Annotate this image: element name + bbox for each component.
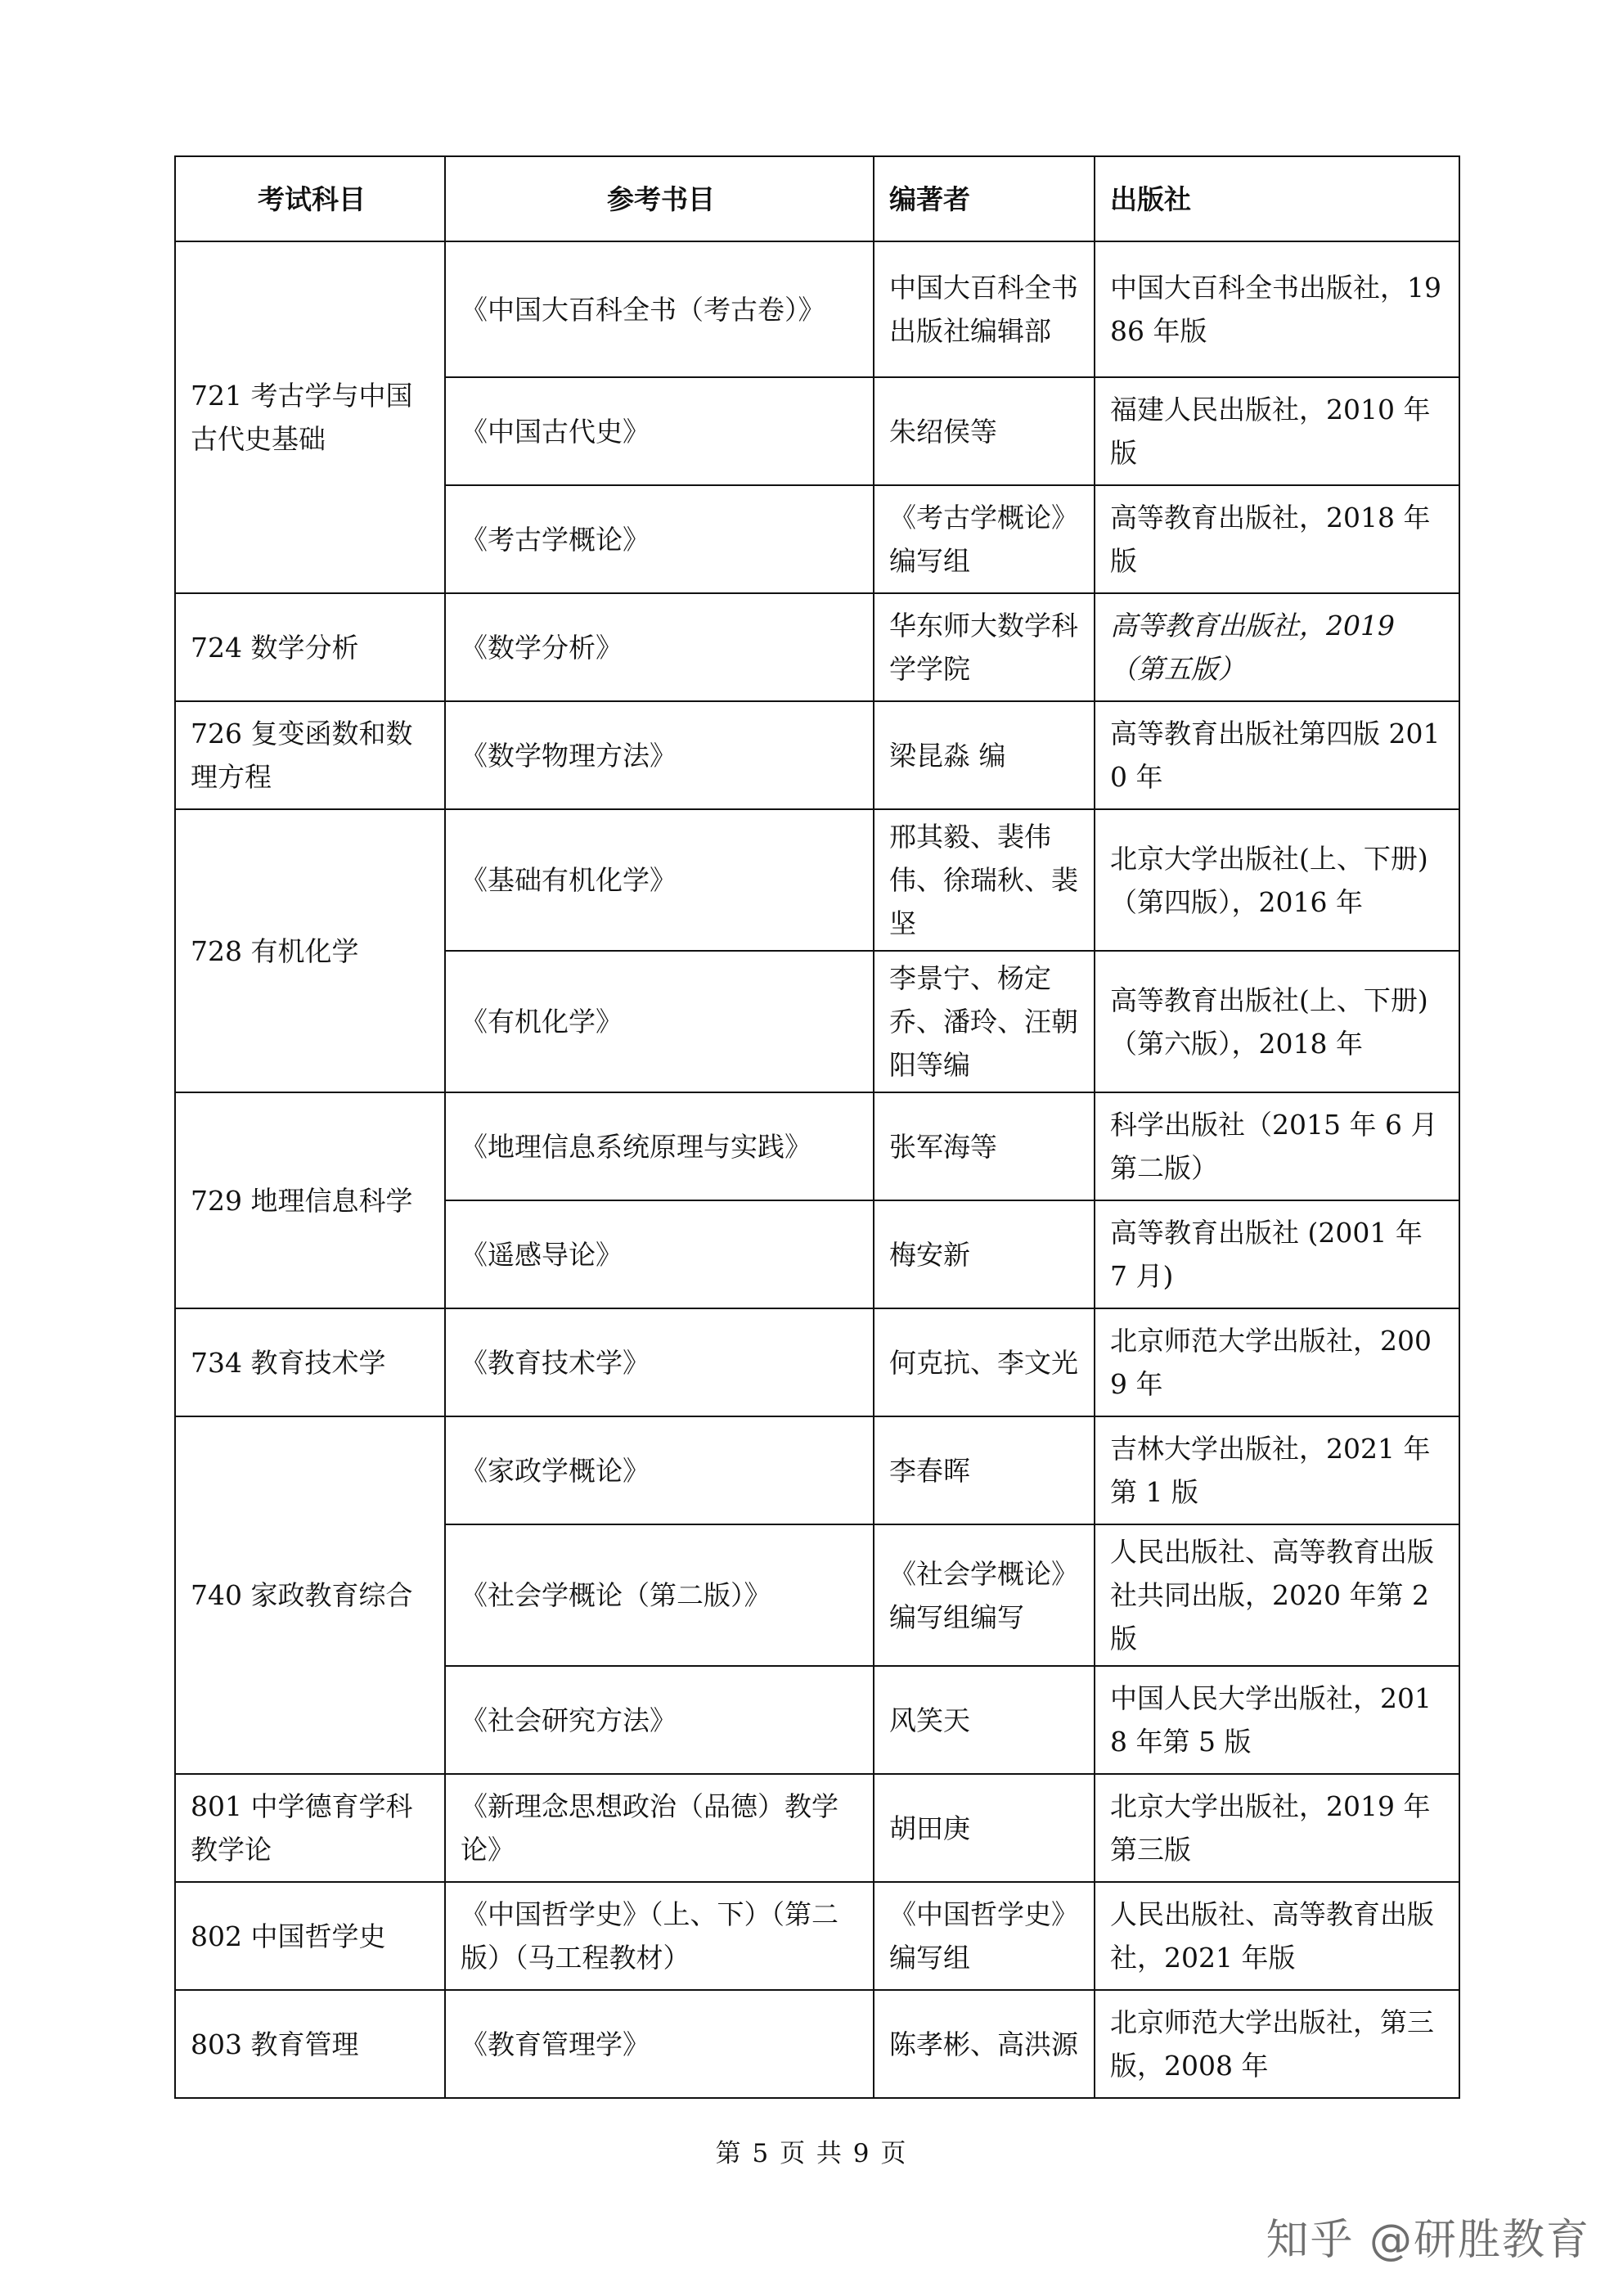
book-cell: 《教育管理学》 bbox=[445, 1990, 874, 2098]
subject-cell: 803 教育管理 bbox=[175, 1990, 445, 2098]
book-cell: 《基础有机化学》 bbox=[445, 809, 874, 951]
book-cell: 《考古学概论》 bbox=[445, 485, 874, 593]
publisher-cell: 人民出版社、高等教育出版社共同出版，2020 年第 2 版 bbox=[1095, 1524, 1459, 1666]
publisher-cell: 高等教育出版社，2018 年版 bbox=[1095, 485, 1459, 593]
author-cell: 张军海等 bbox=[874, 1092, 1095, 1200]
author-cell: 《中国哲学史》编写组 bbox=[874, 1882, 1095, 1990]
table-row bbox=[175, 1990, 1459, 2098]
header-subject: 考试科目 bbox=[175, 156, 445, 241]
book-cell: 《新理念思想政治（品德）教学论》 bbox=[445, 1774, 874, 1882]
publisher-cell: 高等教育出版社 (2001 年 7 月) bbox=[1095, 1200, 1459, 1308]
book-cell: 《有机化学》 bbox=[445, 951, 874, 1092]
author-cell: 《社会学概论》编写组编写 bbox=[874, 1524, 1095, 1666]
publisher-cell: 高等教育出版社(上、下册)（第六版），2018 年 bbox=[1095, 951, 1459, 1092]
subject-cell: 801 中学德育学科教学论 bbox=[175, 1774, 445, 1882]
author-cell: 风笑天 bbox=[874, 1666, 1095, 1774]
book-cell: 《社会研究方法》 bbox=[445, 1666, 874, 1774]
publisher-cell: 中国大百科全书出版社，1986 年版 bbox=[1095, 241, 1459, 377]
publisher-cell: 北京师范大学出版社，2009 年 bbox=[1095, 1308, 1459, 1416]
publisher-cell: 人民出版社、高等教育出版社，2021 年版 bbox=[1095, 1882, 1459, 1990]
table-row bbox=[175, 241, 1459, 377]
table-row bbox=[175, 1308, 1459, 1416]
book-cell: 《中国古代史》 bbox=[445, 377, 874, 485]
author-cell: 胡田庚 bbox=[874, 1774, 1095, 1882]
page-number: 第 5 页 共 9 页 bbox=[715, 2139, 908, 2168]
header-publisher: 出版社 bbox=[1095, 156, 1459, 241]
book-cell: 《家政学概论》 bbox=[445, 1416, 874, 1524]
header-book: 参考书目 bbox=[445, 156, 874, 241]
subject-cell: 721 考古学与中国古代史基础 bbox=[175, 241, 445, 593]
author-cell: 《考古学概论》编写组 bbox=[874, 485, 1095, 593]
author-cell: 梅安新 bbox=[874, 1200, 1095, 1308]
table-header-row bbox=[175, 156, 1459, 241]
book-cell: 《中国大百科全书（考古卷）》 bbox=[445, 241, 874, 377]
publisher-cell: 北京大学出版社(上、下册)（第四版），2016 年 bbox=[1095, 809, 1459, 951]
publisher-cell: 高等教育出版社第四版 2010 年 bbox=[1095, 701, 1459, 809]
book-cell: 《社会学概论（第二版）》 bbox=[445, 1524, 874, 1666]
book-cell: 《数学分析》 bbox=[445, 593, 874, 701]
author-cell: 何克抗、李文光 bbox=[874, 1308, 1095, 1416]
watermark: 知乎 @研胜教育 bbox=[1266, 2216, 1590, 2265]
subject-cell: 734 教育技术学 bbox=[175, 1308, 445, 1416]
subject-cell: 740 家政教育综合 bbox=[175, 1416, 445, 1774]
publisher-cell: 科学出版社（2015 年 6 月第二版） bbox=[1095, 1092, 1459, 1200]
table-row bbox=[175, 1092, 1459, 1200]
book-cell: 《地理信息系统原理与实践》 bbox=[445, 1092, 874, 1200]
book-cell: 《中国哲学史》（上、下）（第二版）（马工程教材） bbox=[445, 1882, 874, 1990]
table-row bbox=[175, 1416, 1459, 1524]
author-cell: 朱绍侯等 bbox=[874, 377, 1095, 485]
subject-cell: 726 复变函数和数理方程 bbox=[175, 701, 445, 809]
publisher-cell: 北京师范大学出版社，第三版，2008 年 bbox=[1095, 1990, 1459, 2098]
author-cell: 陈孝彬、高洪源 bbox=[874, 1990, 1095, 2098]
subject-cell: 802 中国哲学史 bbox=[175, 1882, 445, 1990]
book-cell: 《教育技术学》 bbox=[445, 1308, 874, 1416]
book-cell: 《遥感导论》 bbox=[445, 1200, 874, 1308]
author-cell: 李春晖 bbox=[874, 1416, 1095, 1524]
table-row bbox=[175, 1882, 1459, 1990]
author-cell: 邢其毅、裴伟伟、徐瑞秋、裴坚 bbox=[874, 809, 1095, 951]
publisher-cell: 福建人民出版社，2010 年版 bbox=[1095, 377, 1459, 485]
table-row bbox=[175, 593, 1459, 701]
publisher-cell: 北京大学出版社，2019 年第三版 bbox=[1095, 1774, 1459, 1882]
author-cell: 华东师大数学科学学院 bbox=[874, 593, 1095, 701]
header-author: 编著者 bbox=[874, 156, 1095, 241]
subject-cell: 729 地理信息科学 bbox=[175, 1092, 445, 1308]
book-cell: 《数学物理方法》 bbox=[445, 701, 874, 809]
publisher-cell: 高等教育出版社，2019（第五版） bbox=[1095, 593, 1459, 701]
table-row bbox=[175, 1774, 1459, 1882]
reference-books-table bbox=[174, 155, 1460, 2099]
author-cell: 梁昆淼 编 bbox=[874, 701, 1095, 809]
publisher-cell: 吉林大学出版社，2021 年第 1 版 bbox=[1095, 1416, 1459, 1524]
subject-cell: 728 有机化学 bbox=[175, 809, 445, 1092]
table-row bbox=[175, 809, 1459, 951]
subject-cell: 724 数学分析 bbox=[175, 593, 445, 701]
table-row bbox=[175, 701, 1459, 809]
author-cell: 李景宁、杨定乔、潘玲、汪朝阳等编 bbox=[874, 951, 1095, 1092]
publisher-cell: 中国人民大学出版社，2018 年第 5 版 bbox=[1095, 1666, 1459, 1774]
author-cell: 中国大百科全书出版社编辑部 bbox=[874, 241, 1095, 377]
